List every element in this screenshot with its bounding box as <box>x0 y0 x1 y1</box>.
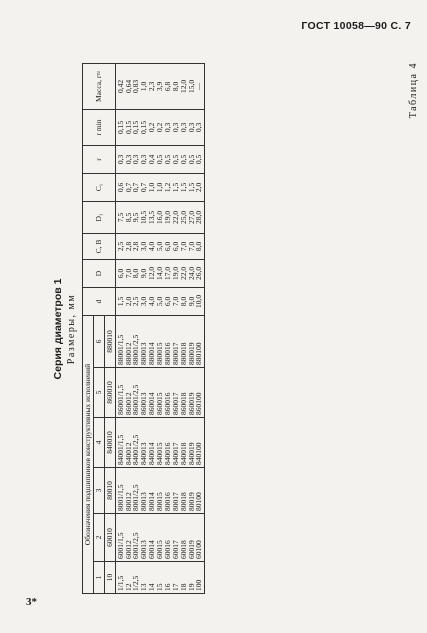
table-cell-value: 0,5 <box>194 154 204 165</box>
table-cell-value: 80016 <box>162 492 172 511</box>
table-cell-value: 60014 <box>147 540 157 559</box>
table-cell-value: 60013 <box>139 540 149 559</box>
column-1-cell <box>115 562 205 594</box>
table-cell-value: 0,42 <box>115 79 125 94</box>
table-cell-value: 6,0 <box>162 241 172 252</box>
table-cell-value: 13 <box>139 583 149 591</box>
table-cell-value: 0,2 <box>155 122 164 133</box>
table-cell-value: 60100 <box>194 540 204 559</box>
table-cell-value: 840016 <box>162 442 172 465</box>
table-cell-value: 840019 <box>186 442 196 465</box>
column-5-cell <box>115 368 205 418</box>
table-cell-value: 25,0 <box>178 210 188 225</box>
page-number: 3* <box>26 596 37 608</box>
table-cell-value: 8001/1,5 <box>115 484 125 511</box>
table-cell-value: 880013 <box>139 342 149 365</box>
C1-cell <box>115 173 205 201</box>
table-cell-value: 1,2 <box>162 182 172 193</box>
table-cell-value: 0,15 <box>115 120 125 135</box>
table-cell-value: 0,15 <box>131 120 141 135</box>
table-cell-value: 840015 <box>155 442 164 465</box>
table-cell-value: 880015 <box>155 342 164 365</box>
col-header-D1: D₁ <box>83 201 116 233</box>
table-cell-value: 0,6 <box>115 182 125 193</box>
table-cell-value: 880016 <box>162 342 172 365</box>
table-cell-value: 0,7 <box>123 182 133 193</box>
table-cell-value: 60012 <box>123 540 133 559</box>
table-cell-value: 60017 <box>170 540 180 559</box>
table-cell-value: 6001/2,5 <box>131 532 141 559</box>
table-cell-value: 80017 <box>170 492 180 511</box>
table-cell-value: 80014 <box>147 492 157 511</box>
table-cell-value: 6001/1,5 <box>115 532 125 559</box>
table-cell-value: 60015 <box>155 540 164 559</box>
table-cell-value: 840017 <box>170 442 180 465</box>
table-cell-value: 5,0 <box>155 241 164 252</box>
table-cell-value: 9,0 <box>139 268 149 279</box>
table-cell-value: 2,5 <box>131 296 141 307</box>
table-cell-value: 0,5 <box>170 154 180 165</box>
exec-number-6: 6 <box>93 315 104 367</box>
table-cell-value: 3,0 <box>139 296 149 307</box>
D1-cell <box>115 201 205 233</box>
table-cell-value: 0,5 <box>155 154 164 165</box>
col-header-r: r <box>83 145 116 173</box>
table-cell-value: 7,5 <box>115 212 125 223</box>
table-data-row <box>115 63 205 593</box>
table-cell-value: 3,0 <box>139 241 149 252</box>
rotated-table-block <box>48 54 419 594</box>
table-cell-value: 18 <box>178 583 188 591</box>
table-cell-value: 19,0 <box>170 266 180 281</box>
table-cell-value: 6,0 <box>115 268 125 279</box>
table-cell-value: 2,0 <box>123 296 133 307</box>
series-caption: Серия диаметров 1 <box>52 278 64 380</box>
table-cell-value: 10,0 <box>194 294 204 309</box>
table-cell-value: 860015 <box>155 392 164 415</box>
table-cell-value: 2,0 <box>194 182 204 193</box>
table-cell-value: 15 <box>155 583 164 591</box>
table-cell-value: 8,0 <box>194 241 204 252</box>
table-cell-value: 22,0 <box>170 210 180 225</box>
table-cell-value: 7,0 <box>123 268 133 279</box>
exec-number-5: 5 <box>93 368 104 418</box>
table-cell-value: 19,0 <box>162 210 172 225</box>
table-cell-value: 840013 <box>139 442 149 465</box>
base-code-3: 80010 <box>104 468 115 514</box>
table-cell-value: 84001/2,5 <box>131 434 141 465</box>
table-cell-value: 0,3 <box>178 122 188 133</box>
table-cell-value: 60019 <box>186 540 196 559</box>
table-cell-value: 17,0 <box>162 266 172 281</box>
table-cell-value: 880012 <box>123 342 133 365</box>
exec-number-1: 1 <box>93 562 104 594</box>
table-cell-value: 4,0 <box>147 241 157 252</box>
table-cell-value: 28,0 <box>194 210 204 225</box>
table-cell-value: 0,15 <box>139 120 149 135</box>
table-cell-value: 24,0 <box>186 266 196 281</box>
col-header-d: d <box>83 287 116 315</box>
table-cell-value: 80013 <box>139 492 149 511</box>
column-4-cell <box>115 418 205 468</box>
exec-number-4: 4 <box>93 418 104 468</box>
rmin-cell <box>115 109 205 145</box>
table-cell-value: 88001/1,5 <box>115 334 125 365</box>
table-cell-value: 88001/2,5 <box>131 334 141 365</box>
table-cell-value: 2,8 <box>131 241 141 252</box>
table-cell-value: 60018 <box>178 540 188 559</box>
table-cell-value: 3,9 <box>155 81 164 92</box>
mass-cell <box>115 63 205 109</box>
table-cell-value: 15,0 <box>186 79 196 94</box>
base-code-2: 60010 <box>104 514 115 562</box>
r-cell <box>115 145 205 173</box>
col-header-rmin: r min <box>83 109 116 145</box>
standard-header: ГОСТ 10058—90 С. 7 <box>301 20 411 32</box>
table-cell-value: 860018 <box>178 392 188 415</box>
base-code-1: 10 <box>104 562 115 594</box>
table-cell-value: 860019 <box>186 392 196 415</box>
table-cell-value: 0,3 <box>186 122 196 133</box>
sizes-table <box>82 63 205 594</box>
table-cell-value: 1,0 <box>155 182 164 193</box>
table-cell-value: 1,0 <box>139 81 149 92</box>
column-3-cell <box>115 468 205 514</box>
table-cell-value: 19 <box>186 583 196 591</box>
table-cell-value: 84001/1,5 <box>115 434 125 465</box>
table-cell-value: 0,64 <box>123 79 133 94</box>
base-code-4: 840010 <box>104 418 115 468</box>
table-cell-value: 0,5 <box>178 154 188 165</box>
table-cell-value: 6,8 <box>162 81 172 92</box>
column-2-cell <box>115 514 205 562</box>
col-header-D: D <box>83 259 116 287</box>
table-cell-value: 0,4 <box>147 154 157 165</box>
table-cell-value: 6,0 <box>162 296 172 307</box>
d-cell <box>115 287 205 315</box>
table-cell-value: 0,2 <box>147 122 157 133</box>
table-cell-value: 0,3 <box>115 154 125 165</box>
table-cell-value: 0,5 <box>186 154 196 165</box>
table-cell-value: 16,0 <box>155 210 164 225</box>
exec-number-3: 3 <box>93 468 104 514</box>
table-cell-value: 2,5 <box>115 241 125 252</box>
table-cell-value: 0,83 <box>131 79 141 94</box>
table-cell-value: 860012 <box>123 392 133 415</box>
CB-cell <box>115 233 205 259</box>
table-cell-value: 840018 <box>178 442 188 465</box>
table-cell-value: 860017 <box>170 392 180 415</box>
units-caption: Размеры, мм <box>66 293 77 365</box>
table-cell-value: 880018 <box>178 342 188 365</box>
table-cell-value: 0,3 <box>139 154 149 165</box>
table-cell-value: 7,0 <box>186 241 196 252</box>
group-header: Обозначения подшипников конструктивных исполнений <box>83 315 94 593</box>
table-cell-value: 0,3 <box>131 154 141 165</box>
base-code-5: 860010 <box>104 368 115 418</box>
col-header-C1: C₁ <box>83 173 116 201</box>
table-cell-value: 27,0 <box>186 210 196 225</box>
col-header-CB: C, B <box>83 233 116 259</box>
table-cell-value: 1/2,5 <box>131 575 141 591</box>
table-cell-value: 880019 <box>186 342 196 365</box>
table-cell-value: 9,0 <box>186 296 196 307</box>
table-cell-value: 22,0 <box>178 266 188 281</box>
table-cell-value: 8,0 <box>131 268 141 279</box>
column-6-cell <box>115 315 205 367</box>
table-cell-value: 12 <box>123 583 133 591</box>
table-cell-value: 860014 <box>147 392 157 415</box>
table-cell-value: 4,0 <box>147 296 157 307</box>
table-cell-value: 14 <box>147 583 157 591</box>
table-cell-value: 8,0 <box>178 296 188 307</box>
table-cell-value: 12,0 <box>178 79 188 94</box>
table-cell-value: 860013 <box>139 392 149 415</box>
table-cell-value: 880017 <box>170 342 180 365</box>
base-code-6: 880010 <box>104 315 115 367</box>
table-cell-value: 840100 <box>194 442 204 465</box>
exec-number-2: 2 <box>93 514 104 562</box>
table-cell-value: — <box>194 82 204 91</box>
col-header-mass: Масса, г≈ <box>83 63 116 109</box>
table-cell-value: 7,0 <box>170 296 180 307</box>
table-cell-value: 2,8 <box>123 241 133 252</box>
table-cell-value: 80100 <box>194 492 204 511</box>
table-cell-value: 0,3 <box>194 122 204 133</box>
table-cell-value: 1,5 <box>115 296 125 307</box>
table-cell-value: 860016 <box>162 392 172 415</box>
table-cell-value: 17 <box>170 583 180 591</box>
table-cell-value: 8001/2,5 <box>131 484 141 511</box>
table-cell-value: 840014 <box>147 442 157 465</box>
table-cell-value: 0,3 <box>170 122 180 133</box>
table-cell-value: 1,0 <box>147 182 157 193</box>
table-cell-value: 26,0 <box>194 266 204 281</box>
table-cell-value: 80018 <box>178 492 188 511</box>
table-cell-value: 840012 <box>123 442 133 465</box>
table-cell-value: 16 <box>162 583 172 591</box>
table-cell-value: 0,15 <box>123 120 133 135</box>
table-cell-value: 10,5 <box>139 210 149 225</box>
table-cell-value: 80019 <box>186 492 196 511</box>
table-cell-value: 100 <box>194 579 204 591</box>
table-cell-value: 80015 <box>155 492 164 511</box>
table-cell-value: 5,0 <box>155 296 164 307</box>
table-cell-value: 1/1,5 <box>115 575 125 591</box>
table-cell-value: 0,5 <box>162 154 172 165</box>
table-cell-value: 880100 <box>194 342 204 365</box>
table-cell-value: 880014 <box>147 342 157 365</box>
table-cell-value: 0,3 <box>123 154 133 165</box>
table-cell-value: 12,0 <box>147 266 157 281</box>
table-cell-value: 0,7 <box>131 182 141 193</box>
table-cell-value: 86001/1,5 <box>115 384 125 415</box>
table-cell-value: 0,7 <box>139 182 149 193</box>
table-cell-value: 0,3 <box>162 122 172 133</box>
table-cell-value: 60016 <box>162 540 172 559</box>
table-cell-value: 80012 <box>123 492 133 511</box>
table-cell-value: 13,5 <box>147 210 157 225</box>
table-number-caption: Таблица 4 <box>408 62 419 119</box>
table-cell-value: 1,5 <box>170 182 180 193</box>
table-cell-value: 6,0 <box>170 241 180 252</box>
table-cell-value: 8,5 <box>123 212 133 223</box>
table-cell-value: 1,5 <box>186 182 196 193</box>
D-cell <box>115 259 205 287</box>
table-cell-value: 86001/2,5 <box>131 384 141 415</box>
table-cell-value: 2,3 <box>147 81 157 92</box>
table-cell-value: 9,5 <box>131 212 141 223</box>
table-cell-value: 860100 <box>194 392 204 415</box>
table-cell-value: 14,0 <box>155 266 164 281</box>
table-cell-value: 7,0 <box>178 241 188 252</box>
table-cell-value: 1,5 <box>178 182 188 193</box>
table-cell-value: 8,0 <box>170 81 180 92</box>
